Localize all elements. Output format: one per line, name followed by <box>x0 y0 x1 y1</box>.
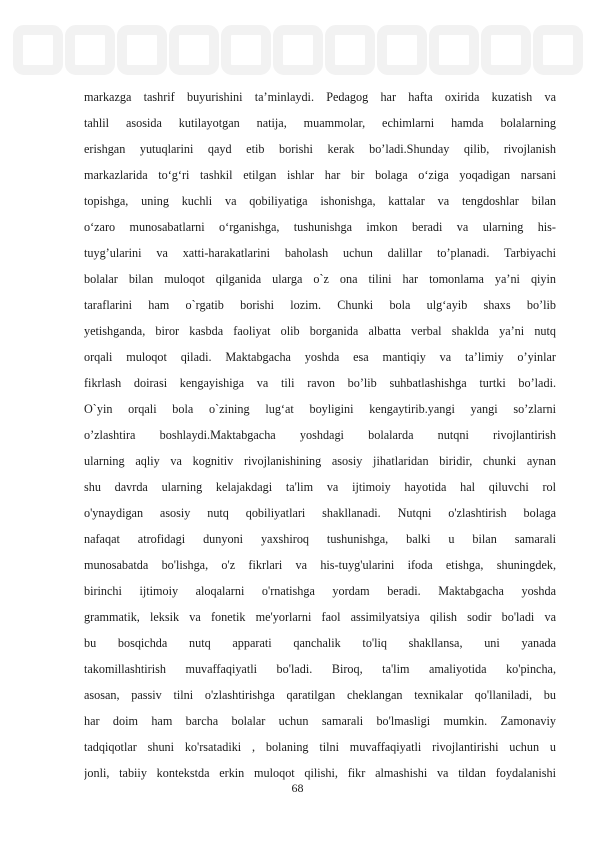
text-line: o‘zaro munosabatlarni o‘rganishga, tushunishga imkon beradi va ularning his- <box>84 220 556 234</box>
text-line: bolalar bilan muloqot qilganida ularga o`z ona tilini har tomonlama ya’ni qiyin <box>84 272 556 286</box>
text-line: tuyg’ularini va xatti-harakatlarini baholash uchun dalillar to’planadi. Tarbiyachi <box>84 246 556 260</box>
text-line: markazlarida to‘g‘ri tashkil etilgan ishlar har bir bolaga o‘ziga yoqadigan narsani <box>84 168 556 182</box>
text-line: erishgan yutuqlarini qayd etib borishi kerak bo’ladi.Shunday qilib, rivojlanish <box>84 142 556 156</box>
text-line: har doim ham barcha bolalar uchun samarali bo'lmasligi mumkin. Zamonaviy <box>84 714 556 728</box>
text-line: grammatik, leksik va fonetik me'yorlarni faol assimilyatsiya qilish sodir bo'ladi va <box>84 610 556 624</box>
text-line: yetishganda, biror kasbda faoliyat olib borganida albatta verbal shaklda ya’ni nutq <box>84 324 556 338</box>
text-line: taraflarini ham o`rgatib borishi lozim. Chunki bola ulg‘ayib shaxs bo’lib <box>84 298 556 312</box>
text-line: o'ynaydigan asosiy nutq qobiliyatlari shakllanadi. Nutqni o'zlashtirish bolaga <box>84 506 556 520</box>
text-line: takomillashtirish muvaffaqiyatli bo'ladi. Biroq, ta'lim amaliyotida ko'pincha, <box>84 662 556 676</box>
text-line: topishga, uning kuchli va qobiliyatiga ishonishga, kattalar va tengdoshlar bilan <box>84 194 556 208</box>
text-line: birinchi ijtimoiy aloqalarni o'rnatishga yordam beradi. Maktabgacha yoshda <box>84 584 556 598</box>
text-line: tahlil asosida kutilayotgan natija, muammolar, echimlarni hamda bolalarning <box>84 116 556 130</box>
text-line: ularning aqliy va kognitiv rivojlanishining asosiy jihatlaridan biridir, chunki aynan <box>84 454 556 468</box>
text-line: o’zlashtira boshlaydi.Maktabgacha yoshdagi bolalarda nutqni rivojlantirish <box>84 428 556 442</box>
text-line: nafaqat atrofidagi dunyoni yaxshiroq tushunishga, balki u bilan samarali <box>84 532 556 546</box>
text-line: tadqiqotlar shuni ko'rsatadiki , bolaning tilni muvaffaqiyatli rivojlantirishi uchun u <box>84 740 556 754</box>
text-line: markazga tashrif buyurishini ta’minlaydi. Pedagog har hafta oxirida kuzatish va <box>84 90 556 104</box>
text-line: shu davrda ularning kelajakdagi ta'lim va ijtimoiy hayotida hal qiluvchi rol <box>84 480 556 494</box>
document-body <box>84 84 556 786</box>
text-line: O`yin orqali bola o`zining lug‘at boyligini kengaytirib.yangi yangi so’zlarni <box>84 402 556 416</box>
text-line: asosan, passiv tilni o'zlashtirishga qaratilgan cheklangan texnikalar qo'llaniladi, bu <box>84 688 556 702</box>
text-line: munosabatda bo'lishga, o'z fikrlari va his-tuyg'ularini ifoda etishga, shuningdek, <box>84 558 556 572</box>
text-line: orqali muloqot qiladi. Maktabgacha yoshda esa mantiqiy va ta’limiy o’yinlar <box>84 350 556 364</box>
text-line: bu bosqichda nutq apparati qanchalik to'liq shakllansa, uni yanada <box>84 636 556 650</box>
text-line: jonli, tabiiy kontekstda erkin muloqot qilishi, fikr almashishi va tildan foydalanishi <box>84 766 556 780</box>
page-number: 68 <box>291 781 304 795</box>
text-line: fikrlash doirasi kengayishiga va tili ravon bo’lib suhbatlashishga turtki bo’ladi. <box>84 376 556 390</box>
